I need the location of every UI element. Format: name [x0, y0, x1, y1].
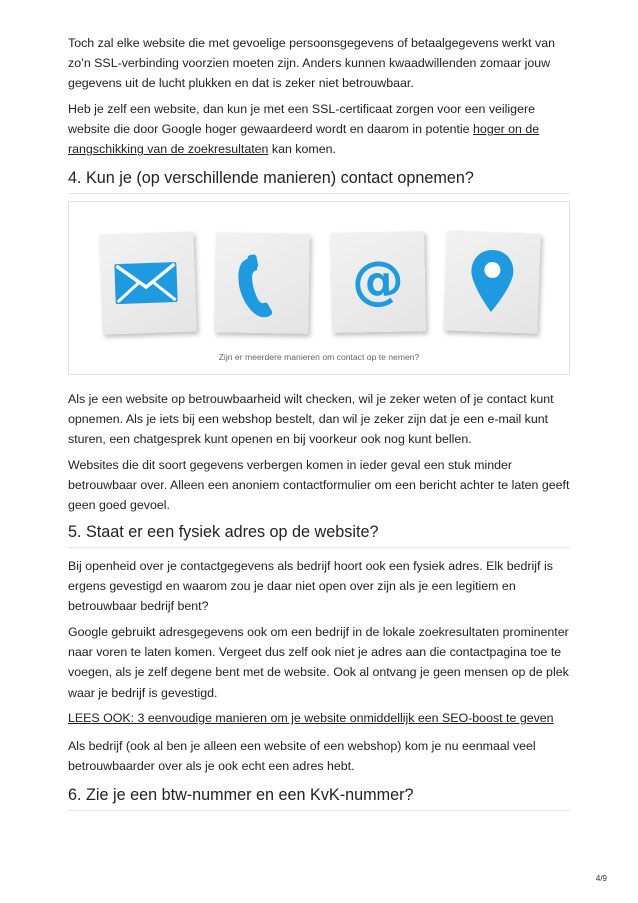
paragraph-ssl-connection — [68, 33, 570, 94]
section-heading: 5. Staat er een fysiek adres op de website? — [68, 522, 570, 548]
heading-section-4 — [68, 168, 570, 194]
contact-methods-figure — [68, 201, 570, 375]
paragraph-business-address — [68, 736, 570, 776]
at-sign-note — [330, 231, 426, 333]
paragraph-contact — [68, 389, 570, 450]
envelope-icon — [99, 231, 196, 334]
paragraph-text: Als bedrijf (ook al ben je alleen een website of een webshop) kom je nu eenmaal veel betrouwbaarder over als je ook echt een adres hebt. — [68, 739, 536, 774]
lees-ook-block — [68, 708, 570, 728]
paragraph-hidden-data — [68, 455, 570, 516]
at-sign-icon — [330, 231, 426, 333]
paragraph-ssl-certificate — [68, 99, 570, 160]
paragraph-google-address — [68, 622, 570, 703]
phone-note — [214, 232, 310, 334]
location-pin-icon — [443, 230, 540, 333]
envelope-note — [99, 231, 196, 334]
heading-section-6 — [68, 785, 570, 811]
section-heading: 6. Zie je een btw-nummer en een KvK-nummer? — [68, 785, 570, 811]
paragraph-text-end: kan komen. — [268, 142, 336, 157]
paragraph-text: Toch zal elke website die met gevoelige persoonsgegevens of betaalgegevens werkt van zo’n SSL-verbinding voorzien moeten zijn. Anders kunnen kwaadwillenden zomaar jouw gegevens uit de lucht plukken en dat is zeker niet betrouwbaar. — [68, 36, 555, 91]
phone-icon — [214, 232, 310, 334]
heading-section-5 — [68, 522, 570, 548]
paragraph-text: Als je een website op betrouwbaarheid wilt checken, wil je zeker weten of je contact kunt opnemen. Als je iets bij een webshop bestelt, dan wil je zeker zijn dat je een e-mail kunt sturen, een chatgesprek kunt openen en bij voorkeur ook nog kunt bellen. — [68, 392, 554, 447]
paragraph-text — [68, 99, 570, 160]
paragraph-text: Websites die dit soort gegevens verbergen komen in ieder geval een stuk minder betrouwbaar over. Alleen een anoniem contactformulier om een bericht achter te laten geeft geen goed gevoel. — [68, 458, 570, 513]
section-heading: 4. Kun je (op verschillende manieren) contact opnemen? — [68, 168, 570, 194]
paragraph-text: Bij openheid over je contactgegevens als bedrijf hoort ook een fysiek adres. Elk bedrijf is ergens gevestigd en waarom zou je daar niet open over zijn als je een legitiem en betrouwbaar bedrijf bent? — [68, 559, 553, 614]
figure-caption: Zijn er meerdere manieren om contact op te nemen? — [218, 352, 420, 362]
page-number: 4/9 — [595, 874, 607, 883]
paragraph-text-start: Heb je zelf een website, dan kun je met een SSL-certificaat zorgen voor een veiligere website die door Google hoger gewaardeerd wordt en daarom in potentie — [68, 102, 535, 137]
location-note — [443, 230, 540, 333]
paragraph-address — [68, 556, 570, 617]
ranking-link[interactable]: hoger on de rangschikking van de zoekresultaten — [68, 122, 540, 157]
paragraph-text: Google gebruikt adresgegevens ook om een bedrijf in de lokale zoekresultaten prominenter naar voren te laten komen. Vergeet dus zelf ook niet je adres aan die contactpagina toe te voegen, als je zelf degene bent met de website. Ook al ontvang je geen mensen op de plek waar je bedrijf is gevestigd. — [68, 625, 569, 700]
lees-ook-link[interactable]: LEES OOK: 3 eenvoudige manieren om je website onmiddellijk een SEO-boost te geven — [68, 711, 554, 725]
svg-text:@: @ — [351, 250, 405, 312]
